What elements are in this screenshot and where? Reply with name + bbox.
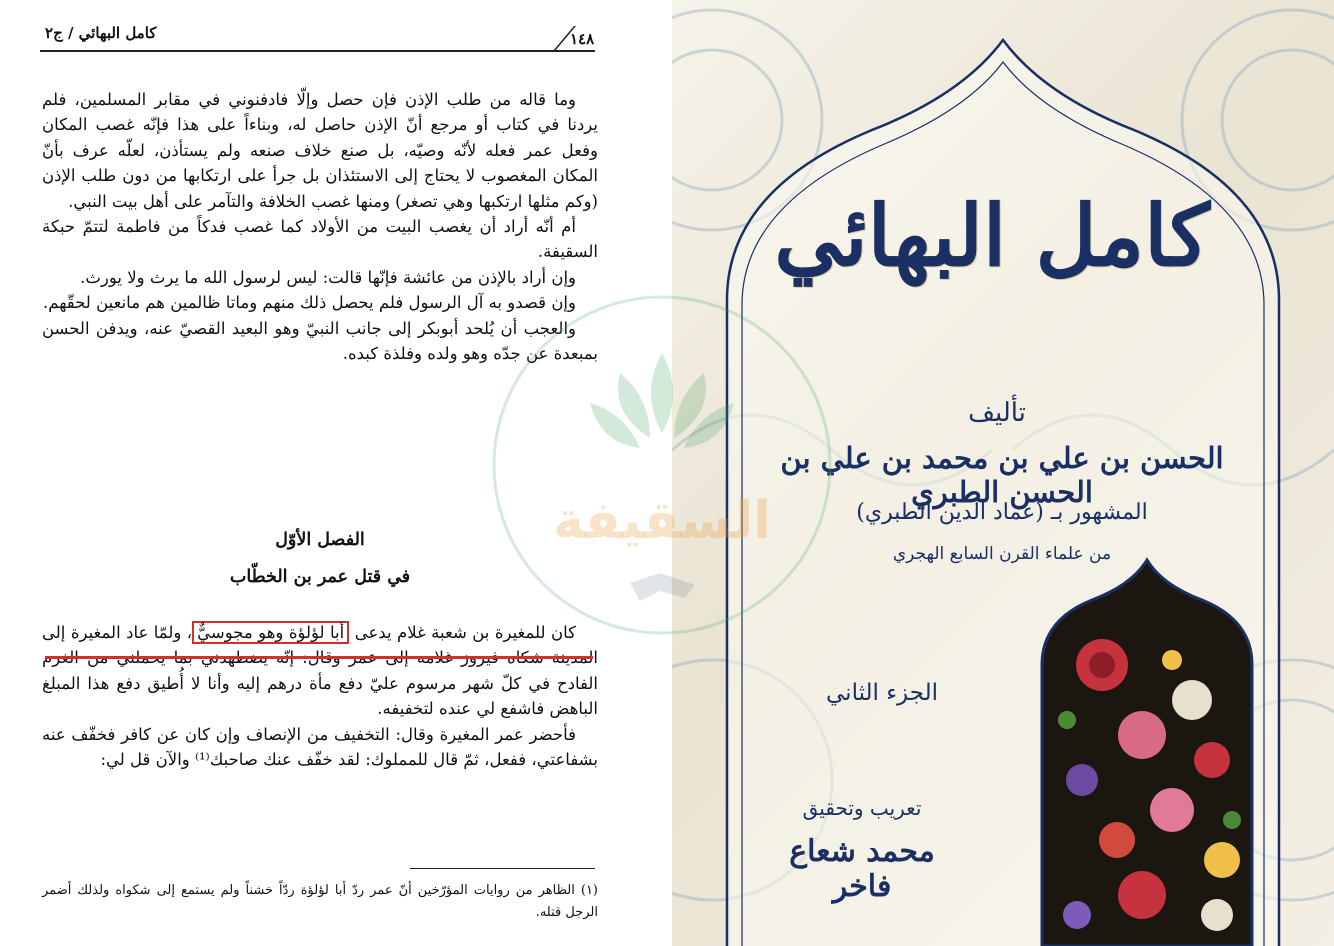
paragraph: فأحضر عمر المغيرة وقال: التخفيف من الإنصاف وإن كان عن كافر فخفّف عنه بشفاعتي، ففعل، ثمّ قال للمملوك: لقد خفّف عنك صاحبك⁽¹⁾ والآن قل لي:: [42, 724, 598, 770]
running-title: كامل البهائي / ج٢: [45, 24, 157, 42]
paragraph: وإن أراد بالإذن من عائشة فإنّها قالت: ليس لرسول الله ما يرث ولا يورث.: [80, 267, 576, 287]
cover-editor: محمد شعاع فاخر: [789, 834, 935, 904]
cover-volume: الجزء الثاني: [826, 680, 938, 706]
cover-title: كامل البهائي: [774, 186, 1210, 285]
cover-era: من علماء القرن السابع الهجري: [892, 544, 1112, 564]
highlighted-paragraph: [42, 620, 598, 722]
paragraph: وإن قصدو به آل الرسول فلم يحصل ذلك منهم وماتا ظالمين هم مانعين لحقّهم.: [42, 293, 576, 313]
book-cover: [672, 0, 1334, 946]
highlight-box: أبا لؤلؤة وهو مجوسيٌّ: [192, 621, 349, 644]
paragraph: أم أنّه أراد أن يغصب البيت من الأولاد كما غصب فدكاً من فاطمة لتتمّ حبكة السقيفة.: [42, 217, 598, 262]
chapter-subtitle: في قتل عمر بن الخطّاب: [229, 567, 411, 587]
cover-byline: تأليف: [968, 398, 1026, 428]
cover-nickname: المشهور بـ (عماد الدين الطبري): [856, 500, 1148, 525]
text-span: كان للمغيرة بن شعبة غلام يدعى: [349, 623, 576, 642]
paragraph: والعجب أن يُلحد أبوبكر إلى جانب النبيّ وهو البعيد القصيّ عنه، ويدفن الحسن بمبعدة عن جدّه وهو ولده وفلذة كبده.: [42, 318, 598, 364]
watermark-text: السقيفة: [553, 491, 771, 551]
header-rule: [40, 50, 595, 52]
body-text-bottom: [42, 620, 598, 772]
page-number: ١٤٨: [570, 30, 595, 48]
footnote-rule: [410, 868, 595, 869]
chapter-label: الفصل الأوّل: [275, 530, 365, 550]
cover-author: الحسن بن علي بن محمد بن علي بن الحسن الطبري: [780, 441, 1224, 509]
footnote: (١) الظاهر من روايات المؤرّخين أنّ عمر ردّ أبا لؤلؤة ردّاً خشناً ولم يستمع إلى شكواه ولذلك أضمر الرجل قتله.: [42, 883, 598, 920]
red-underline: [45, 656, 593, 659]
body-text-top: [42, 87, 598, 366]
text-span: ، ولمّا عاد المغيرة إلى المدينة شكاه فيروز غلامه إلى عمر وقال: إنّه يضطهدني بما يحملني من الغرم الفادح في كلّ شهر مرسوم عليّ دفع مأة درهم إليه وأنا لا أُطيق دفع هذا المبلغ الباهض فاشفع لي عنده لتخفيفه.: [42, 623, 598, 719]
paragraph: وما قاله من طلب الإذن فإن حصل وإلّا فادفنوني في مقابر المسلمين، فلم يردنا في كتاب أو مرجع أنّ الإذن حاصل له، وبناءاً على هذا فإنّه غصب المكان وفعل عمر فعله لأنّه وصيّه، بل صنع خلاف صنعه ولم يستأذن، لعلّه عرف بأنّ المكان المغصوب لا يحتاج إلى الاستئذان بل جرأ على ارتكابها من دون طلب الإذن (وكم مثلها ارتكبها وهي تصغر) ومنها غصب الخلافة والتآمر على أهل بيت النبي.: [42, 90, 598, 211]
cover-translation-label: تعريب وتحقيق: [802, 796, 922, 820]
